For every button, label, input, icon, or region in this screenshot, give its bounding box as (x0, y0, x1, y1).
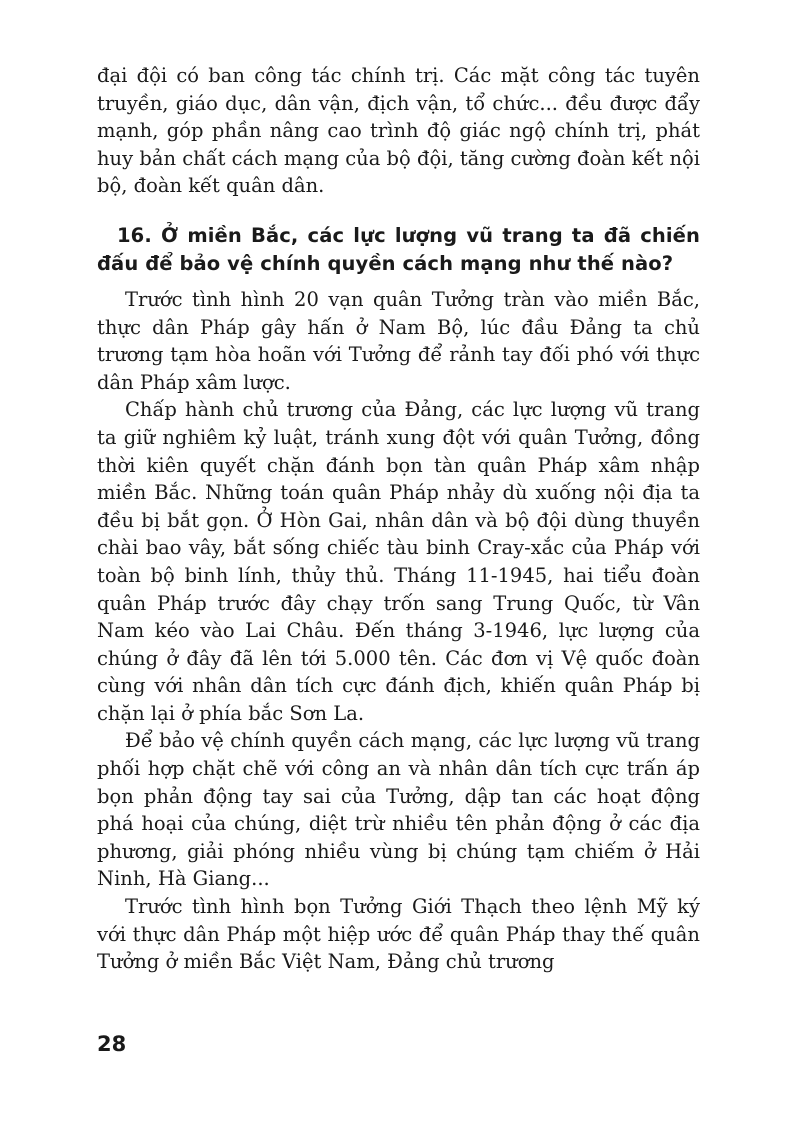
body-paragraph: Trước tình hình 20 vạn quân Tưởng tràn vào miền Bắc, thực dân Pháp gây hấn ở Nam Bộ, lúc đầu Đảng ta chủ trương tạm hòa hoãn với Tưởng để rảnh tay đối phó với thực dân Pháp xâm lược. (97, 287, 700, 394)
body-paragraph: Chấp hành chủ trương của Đảng, các lực lượng vũ trang ta giữ nghiêm kỷ luật, tránh xung đột với quân Tưởng, đồng thời kiên quyết chặn đánh bọn tàn quân Pháp xâm nhập miền Bắc. Những toán quân Pháp nhảy dù xuống nội địa ta đều bị bắt gọn. Ở Hòn Gai, nhân dân và bộ đội dùng thuyền chài bao vây, bắt sống chiếc tàu binh Cray-xắc của Pháp với toàn bộ binh lính, thủy thủ. Tháng 11-1945, hai tiểu đoàn quân Pháp trước đây chạy trốn sang Trung Quốc, từ Vân Nam kéo vào Lai Châu. Đến tháng 3-1946, lực lượng của chúng ở đây đã lên tới 5.000 tên. Các đơn vị Vệ quốc đoàn cùng với nhân dân tích cực đánh địch, khiến quân Pháp bị chặn lại ở phía bắc Sơn La. (97, 398, 700, 725)
body-paragraph: Trước tình hình bọn Tưởng Giới Thạch theo lệnh Mỹ ký với thực dân Pháp một hiệp ước để quân Pháp thay thế quân Tưởng ở miền Bắc Việt Nam, Đảng chủ trương (97, 895, 700, 974)
question-number: 16. (117, 223, 152, 247)
body-paragraph: Để bảo vệ chính quyền cách mạng, các lực lượng vũ trang phối hợp chặt chẽ với công an và nhân dân tích cực trấn áp bọn phản động tay sai của Tưởng, dập tan các hoạt động phá hoại của chúng, diệt trừ nhiều tên phản động ở các địa phương, giải phóng nhiều vùng bị chúng tạm chiếm ở Hải Ninh, Hà Giang... (97, 729, 700, 891)
intro-paragraph: đại đội có ban công tác chính trị. Các mặt công tác tuyên truyền, giáo dục, dân vận, địch vận, tổ chức... đều được đẩy mạnh, góp phần nâng cao trình độ giác ngộ chính trị, phát huy bản chất cách mạng của bộ đội, tăng cường đoàn kết nội bộ, đoàn kết quân dân. (97, 64, 700, 198)
question-heading (97, 222, 700, 278)
page-body (97, 62, 700, 976)
question-text: Ở miền Bắc, các lực lượng vũ trang ta đã chiến đấu để bảo vệ chính quyền cách mạng như thế nào? (97, 223, 700, 275)
page-number: 28 (97, 1032, 127, 1056)
